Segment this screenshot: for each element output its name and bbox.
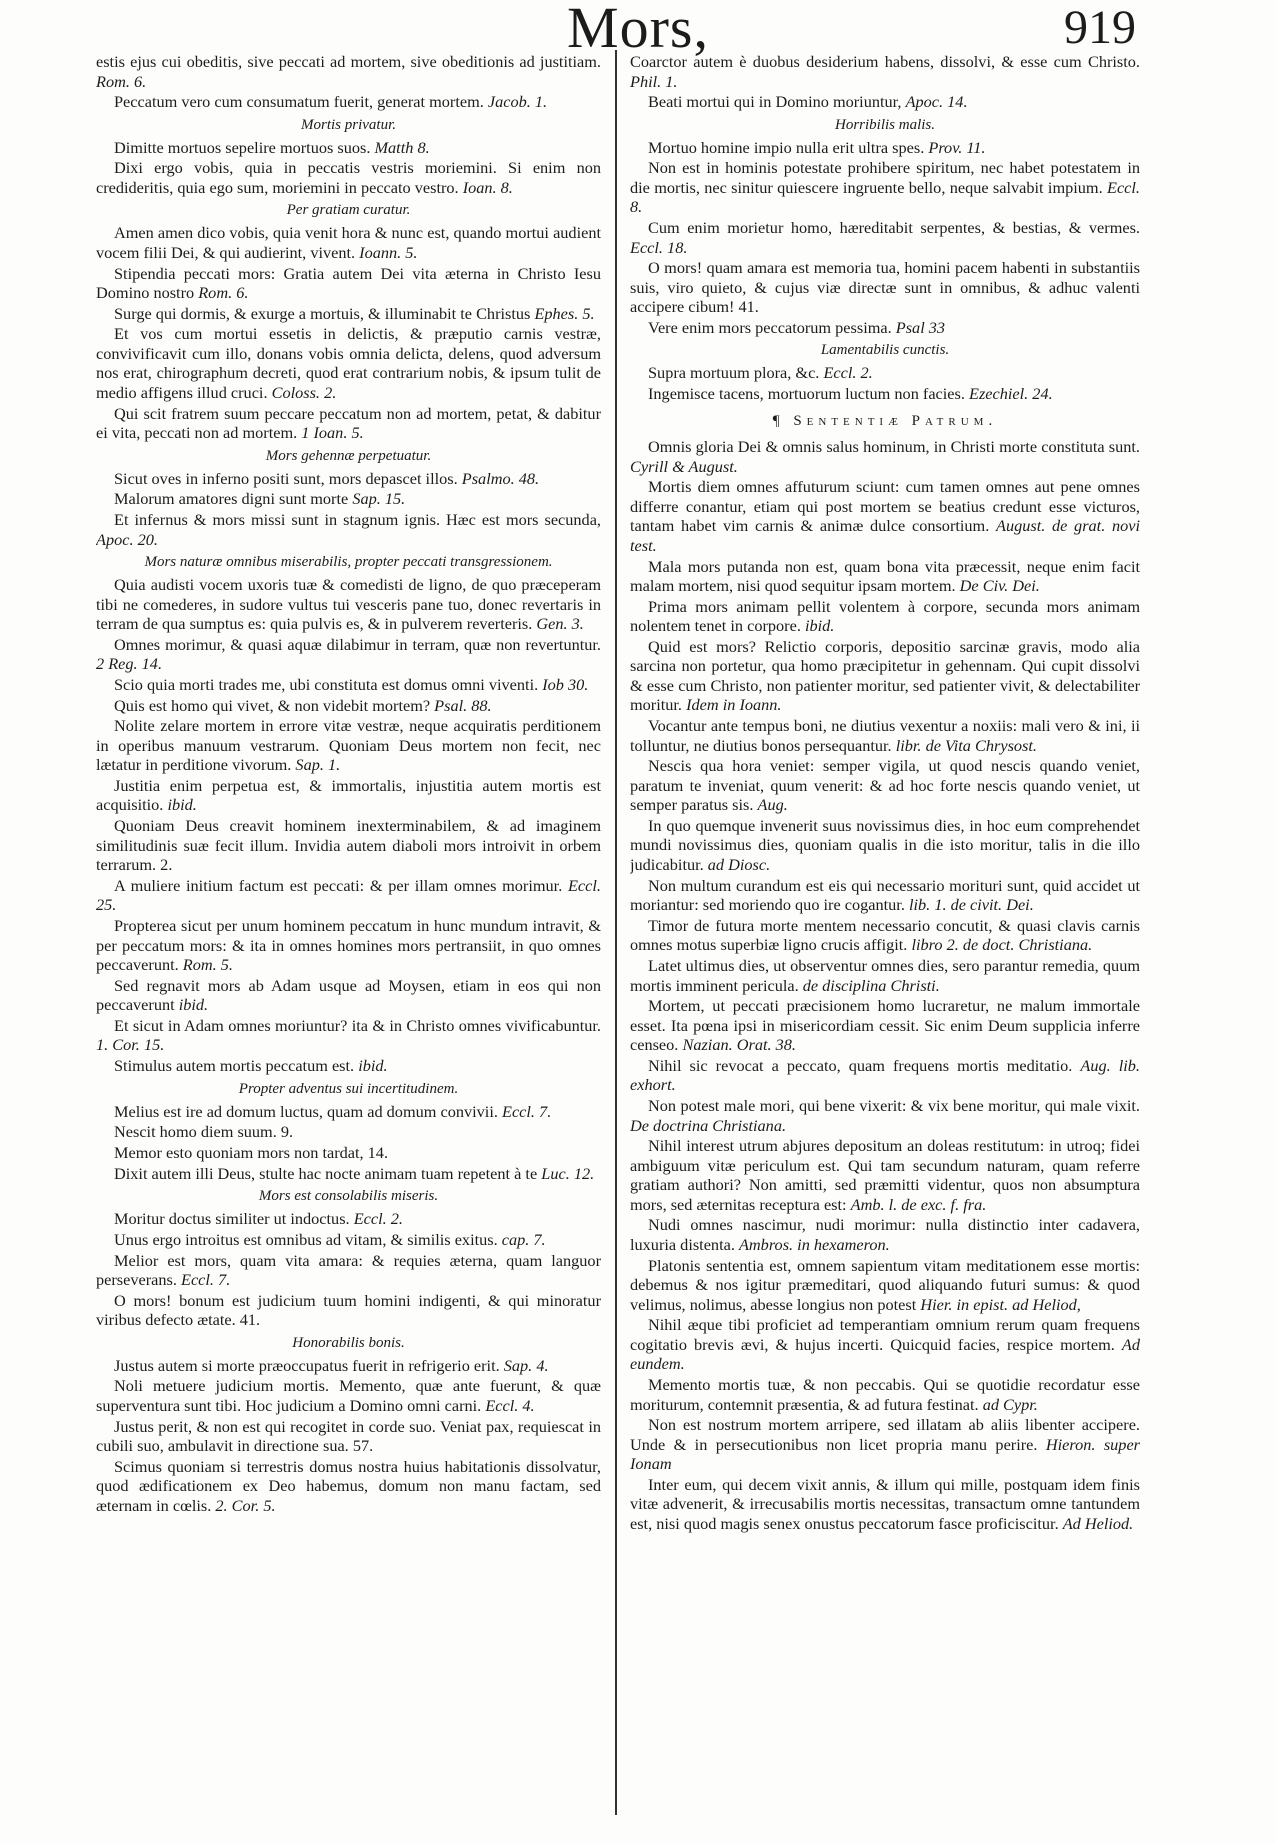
citation-reference: Rom. 6. [96, 71, 147, 91]
verse-text: Amen amen dico vobis, quia venit hora & nunc est, quando mortui audient vocem filii Dei, & qui audierint, vivent. [96, 223, 601, 262]
verse-paragraph [630, 1415, 1140, 1474]
verse-text: Prima mors animam pellit volentem à corpore, secunda mors animam nolentem tenet in corpore. [630, 596, 1140, 636]
citation-reference: ibid. [178, 995, 209, 1015]
verse-paragraph [96, 575, 601, 634]
verse-paragraph [96, 52, 601, 91]
verse-paragraph [630, 258, 1140, 317]
verse-text: Et infernus & mors missi sunt in stagnum ignis. Hæc est mors secunda, [114, 510, 601, 529]
verse-paragraph [96, 469, 601, 489]
page-number: 919 [1064, 1, 1136, 54]
verse-text: Nescit homo diem suum. 9. [114, 1122, 294, 1142]
left-column [96, 52, 601, 1843]
verse-text: Nescis qua hora veniet: semper vigila, ut quod nescis quando veniet, paratum te inveniat, quum venerit: & ad hoc forte nescis quando veniet, ut semper paratus sis. [630, 756, 1140, 815]
citation-reference: Eccl. 7. [502, 1101, 552, 1121]
verse-paragraph [630, 1096, 1140, 1135]
verse-paragraph [96, 1209, 601, 1229]
verse-text: Scimus quoniam si terrestris domus nostra huius habitationis dissolvatur, quod ædificationem ex Deo habemus, domum non manu factam, sed æternam in cœlis. [96, 1456, 601, 1515]
verse-paragraph [96, 776, 601, 815]
verse-paragraph [96, 158, 601, 197]
verse-text: Mortis diem omnes affuturum sciunt: cum tamen omnes aut pene omnes differre conantur, etiam qui post mortem se beatius credunt esse victuros, tantam habet vim carnis & animæ dulce consortium. [630, 477, 1140, 536]
citation-reference: Psal. 88. [434, 695, 492, 715]
verse-text: Mortem, ut peccati præcisionem homo lucraretur, ne malum immortale esset. Ita pœna ipsi in misericordiam cessit. Sic enim Deum supplicia inferre censeo. [630, 996, 1140, 1055]
section-heading: Mors gehennæ perpetuatur. [265, 447, 432, 464]
citation-reference: Luc. 12. [541, 1163, 595, 1183]
verse-text: Memento mortis tuæ, & non peccabis. Qui se quotidie recordatur esse moriturum, contemnit præsentia, & ad futura festinat. [630, 1375, 1140, 1414]
verse-paragraph [96, 489, 601, 509]
section-heading: Honorabilis bonis. [292, 1334, 405, 1351]
verse-paragraph [96, 1164, 601, 1184]
verse-paragraph [630, 816, 1140, 875]
verse-paragraph [96, 1376, 601, 1415]
verse-text: Cum enim morietur homo, hæreditabit serpentes, & bestias, & vermes. [648, 218, 1140, 238]
citation-reference: Ioann. 5. [359, 242, 418, 262]
verse-text: In quo quemque invenerit suus novissimus dies, in hoc eum comprehendet mundi novissimus dies, quoniam qualis in die isto moritur, talis in die illo judicabitur. [630, 815, 1140, 874]
verse-text: Omnes morimur, & quasi aquæ dilabimur in terram, quæ non revertuntur. [114, 634, 601, 654]
verse-paragraph [630, 158, 1140, 217]
verse-paragraph [96, 675, 601, 695]
citation-reference: ad Diosc. [707, 854, 771, 874]
verse-paragraph [96, 1056, 601, 1076]
verse-text: Omnis gloria Dei & omnis salus hominum, in Christi morte constituta sunt. [648, 437, 1140, 457]
right-column [630, 52, 1140, 1843]
verse-paragraph [96, 1143, 601, 1163]
verse-text: Timor de futura morte mentem necessario concutit, & quasi clavis carnis omnes motus superbiæ ligno crucis affigit. [630, 915, 1140, 955]
citation-reference: Amb. l. de exc. f. fra. [850, 1194, 987, 1214]
verse-text: Et sicut in Adam omnes moriuntur? ita & in Christo omnes vivificabuntur. [114, 1015, 601, 1035]
verse-text: Non est nostrum mortem arripere, sed illatam ab aliis libenter accipere. Unde & in persecutionibus non licet propria manu perire. [630, 1415, 1140, 1454]
verse-paragraph [96, 1457, 601, 1516]
citation-reference: Ad Heliod. [1062, 1513, 1134, 1533]
citation-reference: Ad eundem. [630, 1334, 1140, 1374]
verse-text: Nihil interest utrum abjures depositum an doleas restitutum: in utroq; fidei ambiguum vitæ periculum est. Qui tam secundum naturam, quam referre gratiam authori? Non amitti, sed præmitti videntur, quos non absumptura mors, sed æternitas receptura est: [630, 1136, 1140, 1214]
verse-text: Nudi omnes nascimur, nudi morimur: nulla distinctio inter cadavera, luxuria distenta. [630, 1215, 1140, 1254]
verse-paragraph [96, 223, 601, 262]
verse-paragraph [96, 1291, 601, 1330]
citation-reference: 2. Cor. 5. [215, 1495, 276, 1515]
citation-reference: Matth 8. [374, 137, 430, 157]
citation-reference: Iob 30. [542, 674, 589, 694]
citation-reference: Nazian. Orat. 38. [682, 1035, 796, 1055]
verse-text: Surge qui dormis, & exurge a mortuis, & illuminabit te Christus [114, 303, 531, 323]
citation-reference: libr. de Vita Chrysost. [895, 735, 1037, 755]
verse-text: Non multum curandum est eis qui necessario morituri sunt, quid accidet ut moriantur: sed moriendo quo ire cogantur. [630, 875, 1140, 915]
verse-text: Ingemisce tacens, mortuorum luctum non facies. [648, 384, 965, 404]
verse-paragraph [630, 1375, 1140, 1414]
citation-reference: 1 Ioan. 5. [301, 423, 364, 443]
verse-paragraph [96, 1356, 601, 1376]
citation-reference: Ephes. 5. [534, 303, 595, 323]
verse-paragraph [630, 363, 1140, 383]
citation-reference: 1. Cor. 15. [96, 1035, 165, 1055]
verse-text: Unus ergo introitus est omnibus ad vitam, & similis exitus. [114, 1229, 498, 1249]
verse-text: Justus perit, & non est qui recogitet in corde suo. Veniat pax, requiescat in cubili suo, ambulavit in directione sua. 57. [96, 1416, 601, 1456]
verse-text: Et vos cum mortui essetis in delictis, & præputio carnis vestræ, convivificavit cum illo, donans vobis omnia delicta, delens, quod adversum nos erat, chirographum decreti, quod erat contrarium nobis, & ipsum tulit de medio affigens illud cruci. [96, 324, 601, 402]
section-heading: Per gratiam curatur. [286, 202, 411, 219]
citation-reference: Prov. 11. [928, 137, 986, 157]
verse-paragraph [630, 1136, 1140, 1214]
verse-paragraph [96, 264, 601, 303]
citation-reference: Ezechiel. 24. [969, 384, 1053, 404]
verse-paragraph [630, 1256, 1140, 1315]
verse-text: Moritur doctus similiter ut indoctus. [114, 1209, 350, 1229]
verse-paragraph [630, 996, 1140, 1055]
citation-reference: Eccl. 7. [181, 1270, 231, 1289]
verse-text: Dixit autem illi Deus, stulte hac nocte animam tuam repetent à te [114, 1163, 538, 1183]
verse-paragraph [96, 1016, 601, 1055]
section-heading: Mors naturæ omnibus miserabilis, propter peccati transgressionem. [144, 554, 553, 570]
citation-reference: Apoc. 14. [905, 92, 968, 112]
verse-paragraph [630, 318, 1140, 338]
verse-paragraph [630, 1475, 1140, 1534]
verse-text: Sicut oves in inferno positi sunt, mors depascet illos. [114, 468, 458, 488]
verse-text: Stipendia peccati mors: Gratia autem Dei vita æterna in Christo Iesu Domino nostro [96, 263, 601, 303]
verse-paragraph [96, 304, 601, 324]
citation-reference: Eccl. 2. [353, 1209, 403, 1229]
verse-text: Memor esto quoniam mors non tardat, 14. [114, 1142, 389, 1162]
verse-text: Mortuo homine impio nulla erit ultra spes. [648, 137, 925, 157]
citation-reference: Psal 33 [895, 317, 946, 337]
citation-reference: ibid. [167, 795, 197, 815]
verse-text: Quoniam Deus creavit hominem inexterminabilem, & ad imaginem similitudinis suæ fecit illum. Invidia autem diaboli mors introivit in orbem terrarum. 2. [96, 816, 601, 875]
section-heading: Lamentabilis cunctis. [820, 342, 950, 359]
citation-reference: Rom. 5. [182, 955, 233, 974]
verse-paragraph [630, 477, 1140, 555]
citation-reference: Jacob. 1. [487, 92, 548, 112]
citation-reference: Eccl. 4. [485, 1395, 535, 1415]
verse-paragraph [630, 716, 1140, 755]
citation-reference: libro 2. de doct. Christiana. [911, 935, 1093, 955]
verse-paragraph [96, 976, 601, 1015]
citation-reference: Rom. 6. [198, 283, 249, 303]
verse-text: Quia audisti vocem uxoris tuæ & comedisti de ligno, de quo præceperam tibi ne comederes, in sudore vultus tui vesceris pane tuo, donec revertaris in terram de qua sumptus es: quia pulvis es, & in pulverem reverteris. [96, 575, 601, 633]
verse-text: Latet ultimus dies, ut observentur omnes dies, sero parantur remedia, quum mortis imminent pericula. [630, 956, 1140, 995]
verse-paragraph [630, 916, 1140, 955]
citation-reference: 2 Reg. 14. [96, 654, 163, 674]
citation-reference: Hieron. super Ionam [630, 1434, 1140, 1474]
verse-paragraph [630, 437, 1140, 476]
verse-text: Nihil æque tibi proficiet ad temperantiam omnium rerum quam frequens cogitatio brevis ævi, & hujus incerti. Quicquid facies, respice mortem. [630, 1315, 1140, 1354]
patristic-section-title: ¶ Sententiæ Patrum. [772, 412, 998, 429]
citation-reference: de disciplina Christi. [802, 975, 940, 995]
verse-paragraph [96, 1102, 601, 1122]
citation-reference: Phil. 1. [630, 71, 678, 91]
verse-paragraph [630, 384, 1140, 404]
verse-paragraph [630, 956, 1140, 995]
verse-text: Justitia enim perpetua est, & immortalis, injustitia autem mortis est acquisitio. [96, 775, 601, 815]
citation-reference: Sap. 15. [352, 489, 406, 509]
verse-text: Inter eum, qui decem vixit annis, & illum qui mille, postquam idem finis vitæ advenerit, & irrecusabilis mortis necessitas, transactum omne tantundem est, nisi quod magis senex onustus peccatorum fasce proficiscitur. [630, 1474, 1140, 1533]
verse-text: Quid est mors? Relictio corporis, depositio sarcinæ gravis, modo alia sarcina non portetur, qua homo præcipitetur in gehennam. Qui cupit dissolvi & esse cum Christo, non patienter moritur, sed patienter vivit, & delectabiliter moritur. [630, 636, 1140, 715]
section-heading: Horribilis malis. [834, 116, 936, 133]
section-heading: Mortis privatur. [300, 116, 396, 133]
citation-reference: Idem in Ioann. [686, 695, 782, 715]
citation-reference: Eccl. 2. [823, 363, 873, 383]
verse-paragraph [96, 1251, 601, 1290]
verse-text: Mala mors putanda non est, quam bona vita præcessit, neque enim facit malam mortem, nisi quod sequitur ipsam mortem. [630, 556, 1140, 595]
citation-reference: Coloss. 2. [271, 382, 337, 402]
verse-text: Beati mortui qui in Domino moriuntur, [648, 92, 902, 112]
citation-reference: ad Cypr. [982, 1394, 1038, 1414]
citation-reference: Ambros. in hexameron. [738, 1234, 890, 1254]
verse-text: Nolite zelare mortem in errore vitæ vestræ, neque acquiratis perditionem in operibus manuum vestrarum. Quoniam Deus mortem non fecit, nec lætatur in perditione vivorum. [96, 716, 601, 775]
citation-reference: Sap. 1. [295, 755, 341, 775]
verse-paragraph [96, 635, 601, 674]
verse-text: Justus autem si morte præoccupatus fuerit in refrigerio erit. [114, 1355, 500, 1375]
verse-text: Propterea sicut per unum hominem peccatum in hunc mundum intravit, & per peccatum mors: & ita in omnes homines mors pertransiit, in quo omnes peccaverunt. [96, 916, 601, 974]
verse-text: Non est in hominis potestate prohibere spiritum, nec habet potestatem in die mortis, nec sinitur quiescere ingruente bello, neque salvabit impium. [630, 158, 1140, 197]
verse-text: Coarctor autem è duobus desiderium habens, dissolvi, & esse cum Christo. [630, 52, 1140, 71]
column-divider [615, 50, 617, 1815]
verse-paragraph [96, 92, 601, 112]
citation-reference: Gen. 3. [536, 614, 584, 633]
verse-text: Stimulus autem mortis peccatum est. [114, 1056, 355, 1076]
verse-text: Quis est homo qui vivet, & non videbit mortem? [114, 695, 431, 715]
verse-paragraph [96, 324, 601, 402]
verse-paragraph [96, 816, 601, 875]
verse-text: Platonis sententia est, omnem sapientum vitam meditationem esse mortis: debemus & nos igitur præmeditari, quod aliquando futuri sumus: & quod velimus, nolimus, abesse longius non potest [630, 1255, 1140, 1314]
verse-text: Supra mortuum plora, &c. [648, 363, 820, 383]
verse-paragraph [96, 876, 601, 915]
verse-paragraph [630, 218, 1140, 257]
verse-paragraph [96, 716, 601, 775]
verse-text: Malorum amatores digni sunt morte [114, 489, 349, 509]
verse-paragraph [96, 1230, 601, 1250]
verse-paragraph [630, 557, 1140, 596]
verse-paragraph [96, 404, 601, 443]
citation-reference: ibid. [358, 1056, 388, 1076]
citation-reference: Aug. lib. exhort. [630, 1055, 1140, 1095]
running-head-title: Mors, [567, 0, 709, 60]
verse-paragraph [96, 510, 601, 549]
verse-text: Dixi ergo vobis, quia in peccatis vestris moriemini. Si enim non credideritis, quia ego sum, moriemini in peccato vestro. [96, 158, 601, 197]
verse-text: Scio quia morti trades me, ubi constituta est domus omni viventi. [114, 674, 539, 694]
verse-paragraph [96, 1417, 601, 1456]
verse-paragraph [96, 696, 601, 716]
verse-text: Noli metuere judicium mortis. Memento, quæ ante fuerunt, & quæ superventura sunt tibi. Hoc judicium a Domino omni carni. [96, 1376, 601, 1415]
citation-reference: Eccl. 25. [96, 875, 601, 915]
verse-paragraph [630, 756, 1140, 815]
verse-text: Vere enim mors peccatorum pessima. [648, 317, 892, 337]
verse-text: Sed regnavit mors ab Adam usque ad Moysen, etiam in eos qui non peccaverunt [96, 975, 601, 1015]
verse-paragraph [630, 597, 1140, 636]
verse-paragraph [630, 1215, 1140, 1254]
citation-reference: cap. 7. [501, 1229, 546, 1249]
citation-reference: Hier. in epist. ad Heliod, [920, 1294, 1081, 1314]
citation-reference: Apoc. 20. [96, 529, 158, 549]
citation-reference: Cyrill & August. [630, 456, 738, 476]
verse-text: Peccatum vero cum consumatum fuerit, generat mortem. [114, 92, 484, 112]
verse-paragraph [630, 1315, 1140, 1374]
verse-paragraph [630, 637, 1140, 715]
citation-reference: De Civ. Dei. [959, 576, 1040, 595]
verse-text: Melior est mors, quam vita amara: & requies æterna, quam languor perseverans. [96, 1250, 601, 1289]
verse-paragraph [96, 916, 601, 975]
verse-text: Qui scit fratrem suum peccare peccatum non ad mortem, petat, & dabitur ei vita, peccati non ad mortem. [96, 403, 601, 443]
verse-paragraph [630, 92, 1140, 112]
verse-text: estis ejus cui obeditis, sive peccati ad mortem, sive obeditionis ad justitiam. [96, 52, 601, 71]
verse-text: Dimitte mortuos sepelire mortuos suos. [114, 137, 371, 157]
verse-paragraph [630, 1056, 1140, 1095]
verse-text: Vocantur ante tempus boni, ne diutius vexentur a noxiis: mali vero & ini, ii tolluntur, ne diutius bonos persequantur. [630, 716, 1140, 755]
verse-text: O mors! bonum est judicium tuum homini indigenti, & qui minoratur viribus defecto ætate. 41. [96, 1290, 601, 1330]
citation-reference: De doctrina Christiana. [630, 1115, 787, 1135]
section-heading: Propter adventus sui incertitudinem. [238, 1080, 459, 1097]
citation-reference: ibid. [804, 616, 835, 636]
verse-paragraph [630, 52, 1140, 91]
citation-reference: Aug. [757, 795, 788, 815]
citation-reference: Eccl. 8. [630, 177, 1140, 217]
verse-paragraph [630, 876, 1140, 915]
citation-reference: August. de grat. novi test. [630, 516, 1140, 555]
verse-paragraph [96, 1122, 601, 1142]
citation-reference: Eccl. 18. [630, 237, 688, 257]
citation-reference: lib. 1. de civit. Dei. [908, 895, 1034, 915]
verse-text: Melius est ire ad domum luctus, quam ad domum convivii. [114, 1101, 498, 1121]
verse-text: Nihil sic revocat a peccato, quam frequens mortis meditatio. [648, 1055, 1073, 1075]
citation-reference: Ioan. 8. [462, 177, 513, 197]
citation-reference: Psalmo. 48. [461, 468, 540, 488]
verse-paragraph [96, 138, 601, 158]
verse-paragraph [630, 138, 1140, 158]
verse-text: A muliere initium factum est peccati: & per illam omnes morimur. [114, 875, 563, 895]
citation-reference: Sap. 4. [503, 1355, 549, 1375]
verse-text: Non potest male mori, qui bene vixerit: & vix bene moritur, qui male vixit. [648, 1096, 1140, 1116]
verse-text: O mors! quam amara est memoria tua, homini pacem habenti in substantiis suis, viro quieto, & cujus viæ directæ sunt in omnibus, & adhuc valenti accipere cibum! 41. [630, 258, 1140, 317]
section-heading: Mors est consolabilis miseris. [258, 1188, 439, 1205]
